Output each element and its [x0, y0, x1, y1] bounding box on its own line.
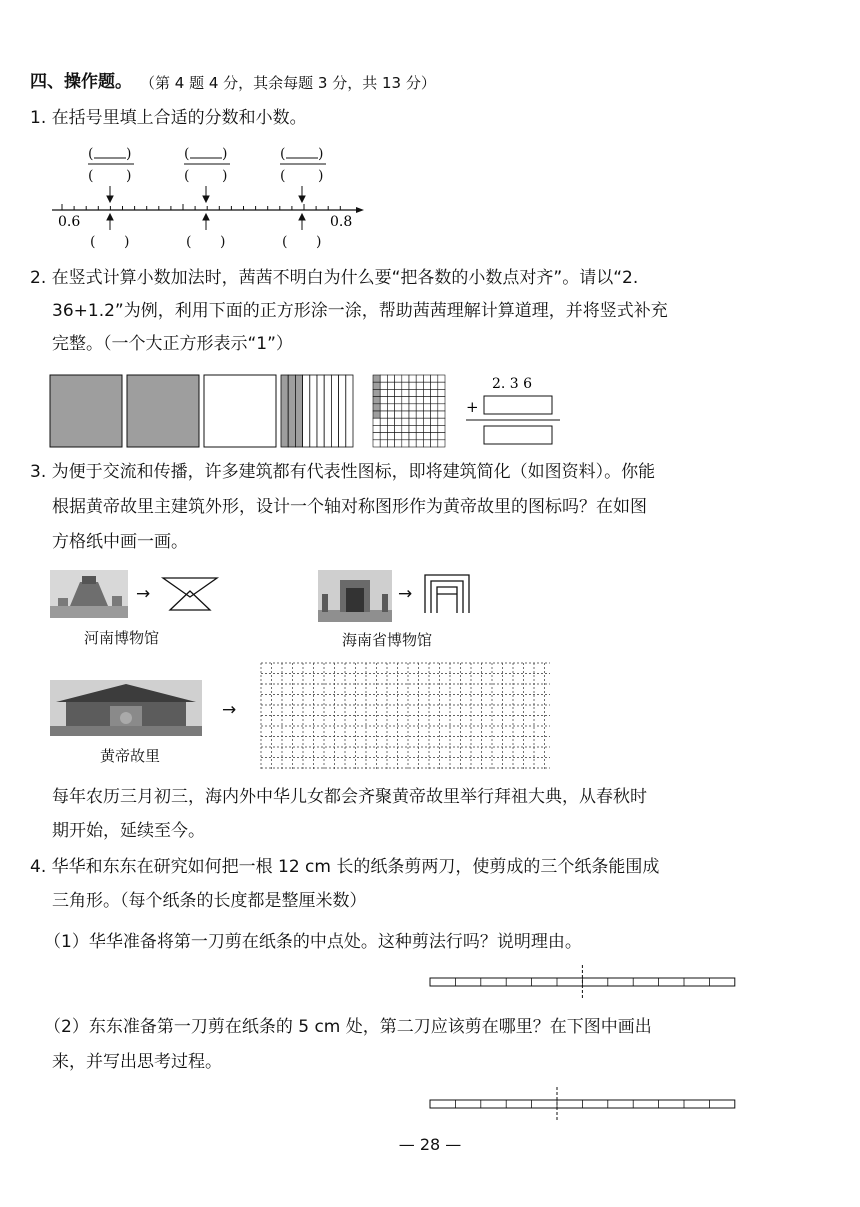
caption-henan: 河南博物馆 — [84, 629, 160, 647]
label-0.6: 0.6 — [58, 214, 81, 230]
svg-text:(: ( — [88, 168, 94, 184]
svg-text:(: ( — [186, 234, 192, 250]
q4-sub1: （1）华华准备将第一刀剪在纸条的中点处。这种剪法行吗？说明理由。 — [44, 932, 582, 952]
q4-sub2-line1: （2）东东准备第一刀剪在纸条的 5 cm 处，第二刀应该剪在哪里？在下图中画出 — [44, 1017, 652, 1037]
svg-text:(: ( — [280, 146, 286, 162]
q3-line3: 方格纸中画一画。 — [52, 532, 188, 552]
q2-line3: 完整。（一个大正方形表示“1”） — [52, 334, 293, 354]
page-number: — 28 — — [398, 1135, 462, 1154]
arrow-1: → — [136, 584, 151, 604]
svg-text:(: ( — [90, 234, 96, 250]
q4-line2: 三角形。（每个纸条的长度都是整厘米数） — [52, 891, 367, 911]
paper-strip-2 — [428, 1086, 740, 1126]
svg-text:(: ( — [184, 168, 190, 184]
calc-top: 2. 3 6 — [492, 376, 533, 392]
arrow-3: → — [222, 700, 237, 720]
hainan-icon — [424, 574, 470, 614]
q1-text: 1. 在括号里填上合适的分数和小数。 — [30, 108, 307, 128]
q3-line1: 3. 为便于交流和传播，许多建筑都有代表性图标，即将建筑简化（如图资料）。你能 — [30, 462, 656, 482]
arrow-2: → — [398, 584, 413, 604]
svg-text:): ) — [126, 146, 132, 162]
caption-huangdi: 黄帝故里 — [100, 747, 161, 765]
svg-text:(: ( — [280, 168, 286, 184]
svg-text:(: ( — [88, 146, 94, 162]
svg-text:): ) — [222, 146, 228, 162]
svg-text:): ) — [222, 168, 228, 184]
q3-desc2: 期开始，延续至今。 — [52, 821, 205, 841]
decimal-squares — [0, 374, 860, 454]
henan-icon — [162, 577, 218, 611]
svg-text:): ) — [126, 168, 132, 184]
huangdi-photo — [50, 680, 202, 736]
svg-text:): ) — [318, 146, 324, 162]
drawing-grid — [260, 662, 552, 772]
number-line — [0, 140, 860, 260]
hainan-museum-photo — [318, 570, 392, 622]
section-note: （第 4 题 4 分，其余每题 3 分，共 13 分） — [140, 74, 436, 92]
q4-sub2-line2: 来，并写出思考过程。 — [52, 1052, 222, 1072]
svg-text:(: ( — [282, 234, 288, 250]
q2-line2: 36+1.2”为例，利用下面的正方形涂一涂，帮助茜茜理解计算道理，并将竖式补充 — [52, 301, 668, 321]
svg-text:): ) — [124, 234, 130, 250]
q3-desc1: 每年农历三月初三，海内外中华儿女都会齐聚黄帝故里举行拜祖大典，从春秋时 — [52, 787, 647, 807]
henan-museum-photo — [50, 570, 128, 618]
caption-hainan: 海南省博物馆 — [342, 631, 433, 649]
label-0.8: 0.8 — [330, 214, 353, 230]
q4-line1: 4. 华华和东东在研究如何把一根 12 cm 长的纸条剪两刀，使剪成的三个纸条能围成 — [30, 857, 660, 877]
svg-text:(: ( — [184, 146, 190, 162]
paper-strip-1 — [428, 964, 740, 1004]
svg-text:): ) — [316, 234, 322, 250]
section-title: 四、操作题。 — [30, 72, 132, 92]
svg-text:): ) — [220, 234, 226, 250]
plus-sign: + — [466, 398, 479, 416]
q2-line1: 2. 在竖式计算小数加法时，茜茜不明白为什么要“把各数的小数点对齐”。请以“2. — [30, 268, 639, 288]
svg-text:): ) — [318, 168, 324, 184]
q3-line2: 根据黄帝故里主建筑外形，设计一个轴对称图形作为黄帝故里的图标吗？在如图 — [52, 497, 647, 517]
